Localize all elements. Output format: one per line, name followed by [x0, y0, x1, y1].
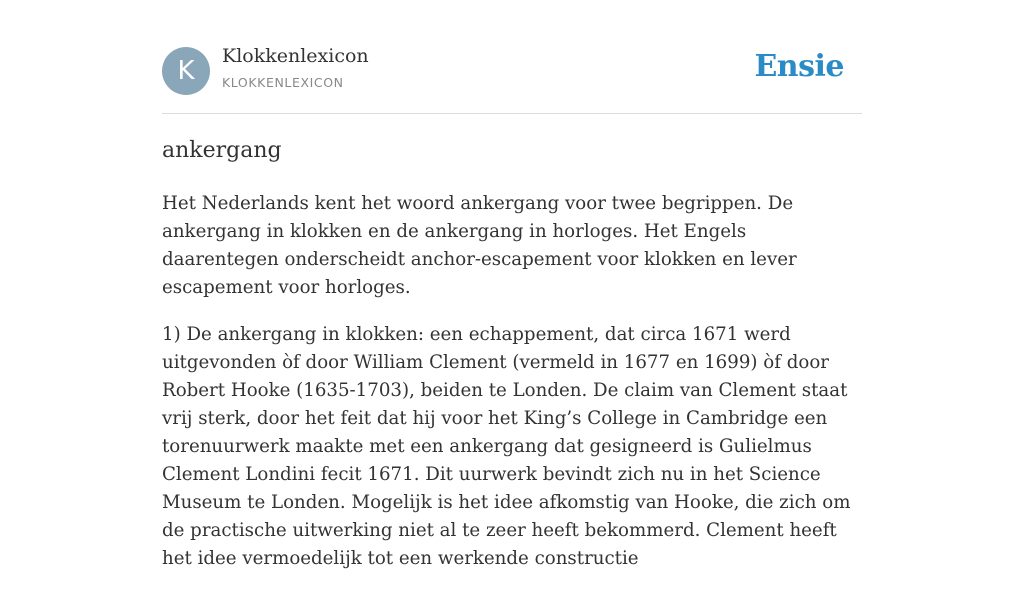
brand-logo[interactable]: Ensie	[754, 49, 844, 84]
article-body	[162, 190, 862, 592]
avatar[interactable]: K	[162, 47, 210, 95]
paragraph: Het Nederlands kent het woord ankergang voor twee begrippen. De ankergang in klokken en de ankergang in horloges. Het Engels daarentegen onderscheidt anchor-escapement voor klokken en lever escapement voor horloges.	[162, 193, 797, 298]
paragraph: 1) De ankergang in klokken: een echappement, dat circa 1671 werd uitgevonden òf door William Clement (vermeld in 1677 en 1699) òf door Robert Hooke (1635-1703), beiden te Londen. De claim van Clement staat vrij sterk, door het feit dat hij voor het King’s College in Cambridge een torenuurwerk maakte met een ankergang dat gesigneerd is Gulielmus Clement Londini fecit 1671. Dit uurwerk bevindt zich nu in het Science Museum te Londen. Mogelijk is het idee afkomstig van Hooke, die zich om de practische uitwerking niet al te zeer heeft bekommerd. Clement heeft het idee vermoedelijk tot een werkende constructie	[162, 324, 851, 569]
site-header	[162, 0, 862, 114]
page-wrapper	[162, 0, 862, 569]
site-name-link[interactable]: Klokkenlexicon	[222, 45, 369, 67]
article-title: ankergang	[162, 138, 282, 163]
site-subtitle: KLOKKENLEXICON	[222, 75, 344, 90]
